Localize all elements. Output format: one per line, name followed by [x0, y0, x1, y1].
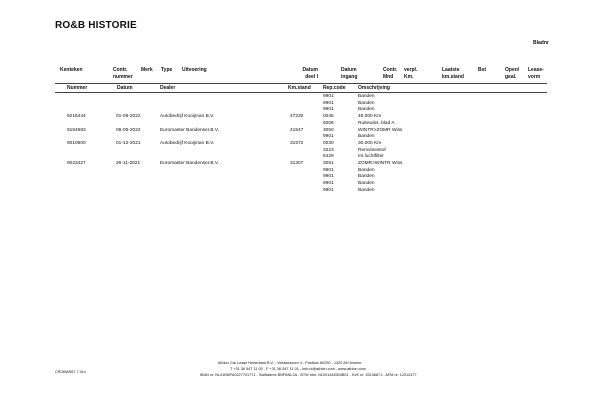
cell-rep-code: 9901	[323, 167, 334, 173]
cell-omschrijving: Banden	[358, 181, 375, 187]
cell-omschrijving: 45.000 Km	[358, 114, 382, 120]
cell-rep-code: 3223	[323, 147, 334, 153]
header-nummer: Nummer	[67, 85, 88, 91]
cell-omschrijving: 30.000 Km	[358, 140, 382, 146]
page-number-label: Bladnr	[533, 40, 549, 46]
cell-nummer: 9010600	[67, 140, 86, 146]
cell-rep-code: 0030	[323, 140, 334, 146]
header-contr-nummer: Contr. nummer	[113, 67, 133, 80]
cell-kmstand: 31307	[290, 161, 304, 166]
cell-rep-code: 6006	[323, 120, 334, 126]
header-divider-bottom	[55, 92, 547, 93]
cell-omschrijving: Banden	[358, 187, 375, 193]
footer-contact: T +31 36 547 11 00 - F +31 36 547 11 01 - info.nl@athlon.com - www.athlon.com	[230, 367, 366, 371]
cell-omschrijving: Ruitewiss. blad A	[358, 120, 395, 126]
cell-rep-code: 3050	[323, 127, 334, 133]
cell-omschrijving: Banden	[358, 100, 375, 106]
cell-datum: 01-08-2022	[116, 114, 141, 120]
header-omschrijving: Omschrijving	[358, 85, 390, 91]
cell-omschrijving: Banden	[358, 107, 375, 113]
cell-kmstand: 41547	[290, 127, 304, 133]
header-laatste-kmstand: Laatste km.stand	[442, 67, 464, 80]
header-dealer: Dealer	[160, 85, 176, 91]
cell-omschrijving: Remvloeistof	[358, 147, 386, 153]
cell-omschrijving: Int luchtfilter	[358, 154, 384, 160]
header-rep-code: Rep.code	[323, 85, 346, 91]
page-title: RO&B HISTORIE	[55, 20, 137, 31]
header-uitvoering: Uitvoering	[182, 67, 207, 73]
cell-omschrijving: Banden	[358, 94, 375, 99]
cell-dealer: Autobedrijf Kooijman B.V.	[160, 140, 215, 146]
header-verpl-km: verpl. Km.	[404, 67, 418, 80]
header-datum: Datum	[117, 85, 133, 91]
header-merk: Merk	[141, 67, 153, 73]
cell-nummer: 9023427	[67, 161, 86, 166]
cell-kmstand: 47230	[290, 114, 304, 120]
header-kmstand: Km.stand	[288, 85, 311, 91]
cell-nummer: 9216444	[67, 114, 86, 120]
header-datum-ingang: Datum ingang	[341, 67, 358, 80]
cell-omschrijving: Banden	[358, 174, 375, 180]
cell-rep-code: 9901	[323, 187, 334, 193]
cell-rep-code: 9901	[323, 107, 334, 113]
cell-datum: 26-11-2021	[116, 161, 141, 166]
cell-omschrijving: Banden	[358, 134, 375, 140]
header-divider-top	[55, 83, 547, 84]
cell-rep-code: 6429	[323, 154, 334, 160]
cell-dealer: Euromaster Bandenser.B.V.	[160, 161, 220, 166]
footer-registration: IBAN nr. NL41BNPA0227701771 - Swiftadres BNPANL2A - BTW idnr. NL001448304B01 - KvK nr. 33136871 - AFM nr. 12012477	[200, 373, 417, 377]
cell-rep-code: 9901	[323, 174, 334, 180]
cell-kmstand: 31572	[290, 140, 304, 146]
cell-datum: 06-05-2022	[116, 127, 141, 133]
form-code: CROBAR67 7.01v	[55, 370, 86, 374]
footer-address: Athlon Car Lease Nederland B.V. - Veluwezoom 4 - Postbus 60250 - 1320 AH Almere	[218, 361, 362, 365]
cell-omschrijving: ZOMR>WINTR Wiss	[358, 161, 403, 166]
cell-rep-code: 0045	[323, 114, 334, 120]
cell-rep-code: 9901	[323, 100, 334, 106]
cell-omschrijving: Banden	[358, 167, 375, 173]
header-contr-mnd: Contr. Mnd	[383, 67, 398, 80]
cell-omschrijving: WINTR>ZOMR Wiss	[358, 127, 403, 133]
cell-dealer: Euromaster Bandenser.B.V.	[160, 127, 220, 133]
cell-rep-code: 9901	[323, 181, 334, 187]
header-lease-vorm: Lease- vorm	[528, 67, 544, 80]
cell-dealer: Autobedrijf Kooijman B.V.	[160, 114, 215, 120]
header-open-geal: Open/ geal.	[505, 67, 520, 80]
cell-rep-code: 9901	[323, 94, 334, 99]
cell-rep-code: 3051	[323, 161, 334, 166]
header-bst: Bst	[478, 67, 487, 73]
cell-nummer: 9154683	[67, 127, 86, 133]
header-kenteken: Kenteken	[60, 67, 83, 73]
header-type: Type	[161, 67, 173, 73]
cell-datum: 01-12-2021	[116, 140, 141, 146]
cell-rep-code: 9901	[323, 134, 334, 140]
header-datum-deel: Datum deel I	[302, 67, 318, 80]
